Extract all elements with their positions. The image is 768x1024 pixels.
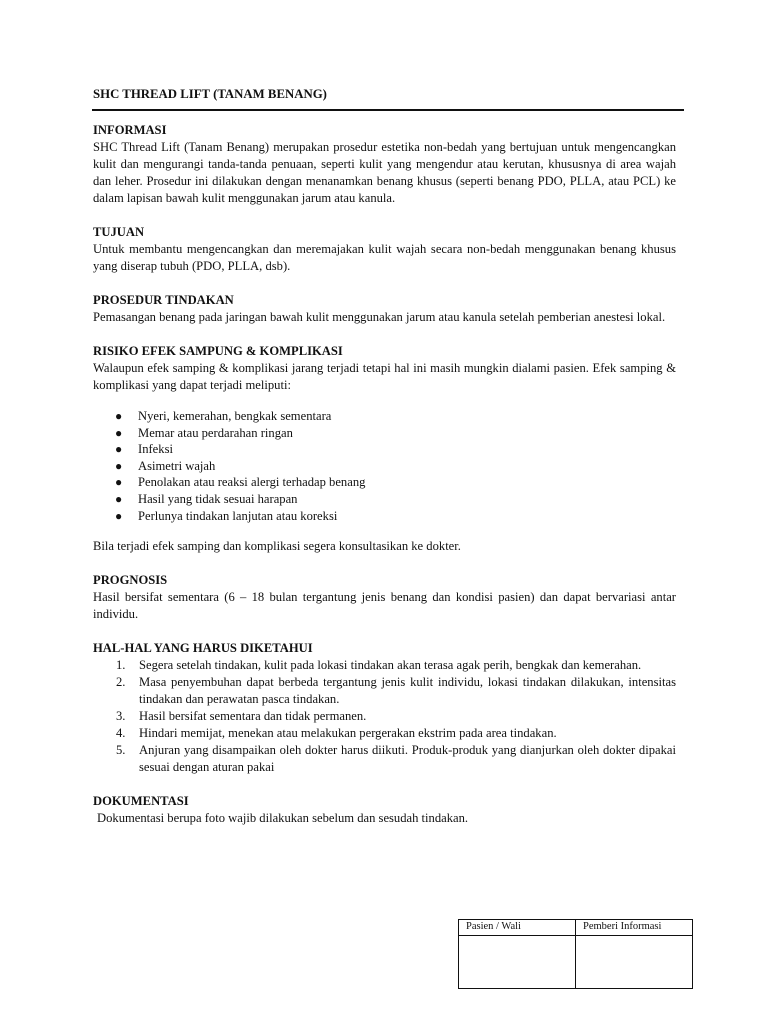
- section-informasi: [93, 122, 676, 207]
- signature-box-informer: [576, 936, 693, 989]
- list-item: ● Asimetri wajah: [115, 458, 216, 473]
- prognosis-heading: PROGNOSIS: [93, 573, 168, 588]
- bullet-icon: ●: [115, 508, 123, 523]
- tujuan-text: Untuk membantu mengencangkan dan meremajakan kulit wajah secara non-bedah menggunakan benang khusus yang diserap tubuh (PDO, PLLA, dsb).: [93, 242, 676, 273]
- list-item: 2. Masa penyembuhan dapat berbeda tergantung jenis kulit individu, lokasi tindakan dilakukan, intensitas tindakan dan perawatan pasca tindakan.: [116, 675, 676, 707]
- prosedur-heading: PROSEDUR TINDAKAN: [93, 293, 234, 307]
- section-prognosis: [93, 572, 676, 623]
- list-item: ● Perlunya tindakan lanjutan atau koreksi: [115, 508, 338, 523]
- list-item: 3. Hasil bersifat sementara dan tidak permanen.: [116, 709, 367, 724]
- signature-box-patient: [459, 936, 576, 989]
- list-item: 1. Segera setelah tindakan, kulit pada lokasi tindakan akan terasa agak perih, bengkak dan kemerahan.: [116, 658, 642, 673]
- section-risiko: [93, 343, 676, 555]
- bullet-icon: ●: [115, 491, 123, 506]
- list-item: ● Nyeri, kemerahan, bengkak sementara: [115, 409, 332, 423]
- bullet-icon: ●: [115, 425, 123, 440]
- section-tujuan: [93, 224, 676, 275]
- signature-label-patient: Pasien / Wali: [459, 920, 576, 936]
- bullet-icon: ●: [115, 442, 123, 457]
- bullet-icon: ●: [115, 458, 123, 473]
- prosedur-text: Pemasangan benang pada jaringan bawah kulit menggunakan jarum atau kanula setelah pemberian anestesi lokal.: [93, 310, 666, 324]
- prognosis-text: Hasil bersifat sementara (6 – 18 bulan tergantung jenis benang dan kondisi pasien) dan dapat bervariasi antar individu.: [93, 590, 676, 622]
- tujuan-heading: TUJUAN: [93, 225, 145, 239]
- list-item: 4. Hindari memijat, menekan atau melakukan pergerakan ekstrim pada area tindakan.: [116, 726, 557, 741]
- document-body: [93, 122, 676, 827]
- informasi-text: SHC Thread Lift (Tanam Benang) merupakan prosedur estetika non-bedah yang bertujuan untuk mengencangkan kulit dan mengurangi tanda-tanda penuaan, seperti kulit yang mengendur atau kerutan, khususnya di area wajah dan leher. Prosedur ini dilakukan dengan menanamkan benang khusus (seperti benang PDO, PLLA, atau PCL) ke dalam lapisan bawah kulit menggunakan jarum atau kanula.: [93, 140, 676, 205]
- risiko-heading: RISIKO EFEK SAMPUNG & KOMPLIKASI: [93, 344, 343, 358]
- bullet-icon: ●: [115, 409, 123, 423]
- informasi-heading: INFORMASI: [93, 123, 167, 137]
- list-item: ● Penolakan atau reaksi alergi terhadap benang: [115, 475, 366, 490]
- title-divider: [92, 109, 684, 111]
- dokumentasi-heading: DOKUMENTASI: [93, 794, 189, 809]
- hal-hal-list: [93, 657, 676, 776]
- section-dokumentasi: [93, 793, 676, 827]
- hal-hal-heading: HAL-HAL YANG HARUS DIKETAHUI: [93, 641, 313, 656]
- dokumentasi-text: Dokumentasi berupa foto wajib dilakukan sebelum dan sesudah tindakan.: [97, 811, 469, 826]
- signature-label-informer: Pemberi Informasi: [576, 920, 693, 936]
- section-hal-hal: [93, 640, 676, 776]
- risiko-intro: Walaupun efek samping & komplikasi jarang terjadi tetapi hal ini masih mungkin dialami pasien. Efek samping & komplikasi yang dapat terjadi meliputi:: [93, 361, 676, 392]
- list-item: ● Infeksi: [115, 442, 173, 457]
- list-item: ● Memar atau perdarahan ringan: [115, 425, 293, 440]
- bullet-icon: ●: [115, 475, 123, 490]
- section-prosedur: [93, 292, 676, 326]
- risiko-closing: Bila terjadi efek samping dan komplikasi segera konsultasikan ke dokter.: [93, 539, 461, 554]
- list-item: 5. Anjuran yang disampaikan oleh dokter harus diikuti. Produk-produk yang dianjurkan oleh dokter dipakai sesuai dengan aturan pakai: [116, 743, 676, 775]
- document-title: SHC THREAD LIFT (TANAM BENANG): [93, 87, 327, 101]
- list-item: ● Hasil yang tidak sesuai harapan: [115, 491, 298, 506]
- risiko-list: [93, 408, 676, 524]
- signature-table: [458, 919, 693, 989]
